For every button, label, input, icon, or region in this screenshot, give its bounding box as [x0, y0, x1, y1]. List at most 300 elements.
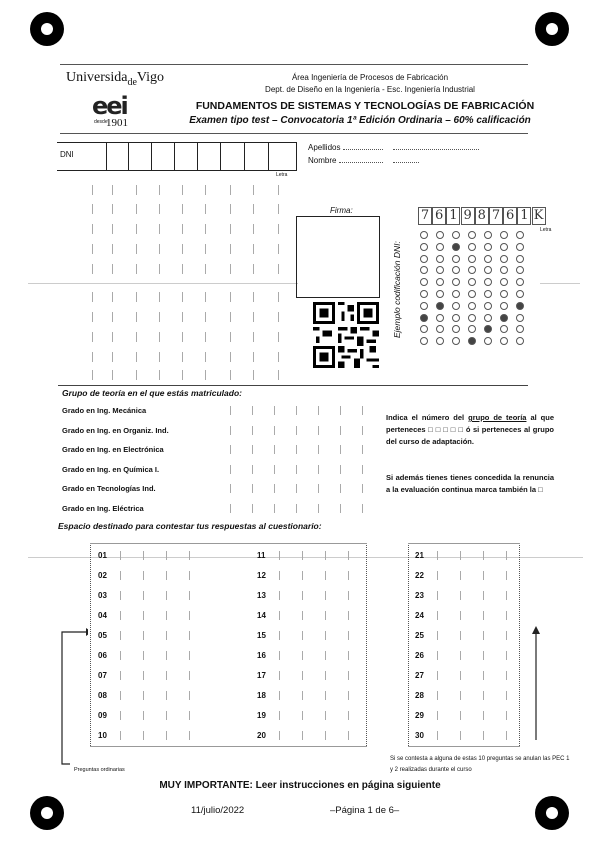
question-number: 16 [257, 651, 266, 660]
answer-bubble-slot[interactable] [348, 571, 349, 580]
answer-bubble-slot[interactable] [143, 651, 144, 660]
answer-bubble-slot[interactable] [437, 671, 438, 680]
answer-bubble-slot[interactable] [120, 711, 121, 720]
answer-bubble-slot[interactable] [166, 671, 167, 680]
answer-bubble-slot[interactable] [120, 651, 121, 660]
answer-bubble-slot[interactable] [483, 591, 484, 600]
grupo-bubble-slot[interactable] [340, 465, 341, 474]
dni-bubble-slot[interactable] [205, 185, 206, 195]
dni-bubble-slot[interactable] [278, 292, 279, 302]
question-number: 02 [98, 571, 107, 580]
dni-bubble-slot[interactable] [278, 352, 279, 362]
dni-bubble-slot[interactable] [136, 312, 137, 322]
dni-bubble-slot[interactable] [182, 185, 183, 195]
answer-bubble-slot[interactable] [325, 551, 326, 560]
dni-bubble-slot[interactable] [205, 332, 206, 342]
grupo-bubble-slot[interactable] [230, 406, 231, 415]
answer-bubble-slot[interactable] [120, 611, 121, 620]
dni-bubble-slot[interactable] [230, 332, 231, 342]
dni-bubble-slot[interactable] [230, 370, 231, 380]
example-bubble [468, 314, 476, 322]
nombre-label[interactable]: Nombre [308, 156, 419, 165]
example-digit-box: 1 [446, 207, 460, 225]
grupo-bubble-slot[interactable] [230, 504, 231, 513]
grupo-bubble-slot[interactable] [230, 445, 231, 454]
answer-bubble-slot[interactable] [302, 571, 303, 580]
dni-bubble-slot[interactable] [182, 332, 183, 342]
answer-bubble-slot[interactable] [325, 691, 326, 700]
answer-bubble-slot[interactable] [166, 651, 167, 660]
answer-bubble-slot[interactable] [143, 671, 144, 680]
example-bubble [484, 337, 492, 345]
dni-bubble-slot[interactable] [278, 244, 279, 254]
dni-bubble-slot[interactable] [136, 292, 137, 302]
dni-bubble-slot[interactable] [278, 185, 279, 195]
answer-bubble-slot[interactable] [506, 611, 507, 620]
answer-bubble-slot[interactable] [279, 631, 280, 640]
answer-bubble-slot[interactable] [279, 611, 280, 620]
grupo-bubble-slot[interactable] [318, 484, 319, 493]
example-bubble [500, 243, 508, 251]
answer-bubble-slot[interactable] [506, 671, 507, 680]
example-bubble [452, 231, 460, 239]
dni-bubble-slot[interactable] [159, 204, 160, 214]
question-number: 20 [257, 731, 266, 740]
dni-bubble-slot[interactable] [182, 204, 183, 214]
grupo-bubble-slot[interactable] [340, 406, 341, 415]
dni-bubble-slot[interactable] [112, 352, 113, 362]
answer-bubble-slot[interactable] [166, 711, 167, 720]
dni-bubble-slot[interactable] [92, 352, 93, 362]
grupo-bubble-slot[interactable] [318, 445, 319, 454]
dni-bubble-slot[interactable] [159, 264, 160, 274]
answer-bubble-slot[interactable] [437, 651, 438, 660]
answer-bubble-slot[interactable] [189, 551, 190, 560]
grupo-bubble-slot[interactable] [318, 426, 319, 435]
answer-bubble-slot[interactable] [189, 631, 190, 640]
dni-bubble-slot[interactable] [92, 244, 93, 254]
grupo-bubble-slot[interactable] [362, 426, 363, 435]
answer-bubble-slot[interactable] [189, 591, 190, 600]
dni-bubble-slot[interactable] [205, 370, 206, 380]
dni-bubble-slot[interactable] [159, 185, 160, 195]
answer-bubble-slot[interactable] [483, 731, 484, 740]
dni-bubble-slot[interactable] [136, 370, 137, 380]
dni-bubble-slot[interactable] [136, 352, 137, 362]
dni-bubble-slot[interactable] [230, 224, 231, 234]
answer-bubble-slot[interactable] [279, 711, 280, 720]
grupo-bubble-slot[interactable] [296, 445, 297, 454]
answer-bubble-slot[interactable] [437, 551, 438, 560]
question-number: 10 [98, 731, 107, 740]
grupo-bubble-slot[interactable] [340, 426, 341, 435]
dni-bubble-slot[interactable] [136, 244, 137, 254]
dni-bubble-slot[interactable] [92, 204, 93, 214]
answer-bubble-slot[interactable] [166, 631, 167, 640]
answer-bubble-slot[interactable] [325, 631, 326, 640]
dni-bubble-slot[interactable] [159, 292, 160, 302]
grupo-bubble-slot[interactable] [252, 445, 253, 454]
question-number: 29 [415, 711, 424, 720]
answer-bubble-slot[interactable] [189, 571, 190, 580]
grupo-bubble-slot[interactable] [340, 445, 341, 454]
dni-bubble-slot[interactable] [205, 292, 206, 302]
grupo-bubble-slot[interactable] [252, 465, 253, 474]
dni-bubble-slot[interactable] [136, 264, 137, 274]
dni-bubble-slot[interactable] [205, 312, 206, 322]
answer-bubble-slot[interactable] [166, 571, 167, 580]
grupo-bubble-slot[interactable] [252, 484, 253, 493]
dni-bubble-slot[interactable] [230, 264, 231, 274]
example-bubble [452, 243, 460, 251]
dni-bubble-slot[interactable] [230, 244, 231, 254]
grupo-bubble-slot[interactable] [274, 406, 275, 415]
answer-bubble-slot[interactable] [348, 591, 349, 600]
answer-bubble-slot[interactable] [143, 551, 144, 560]
answer-bubble-slot[interactable] [120, 571, 121, 580]
example-bubble [436, 314, 444, 322]
dni-bubble-slot[interactable] [253, 370, 254, 380]
registration-mark-bottom-right [535, 796, 569, 830]
dni-bubble-slot[interactable] [230, 312, 231, 322]
grupo-bubble-slot[interactable] [296, 504, 297, 513]
answer-bubble-slot[interactable] [437, 711, 438, 720]
answer-bubble-slot[interactable] [302, 671, 303, 680]
answer-bubble-slot[interactable] [325, 651, 326, 660]
answer-bubble-slot[interactable] [279, 591, 280, 600]
dni-bubble-slot[interactable] [278, 312, 279, 322]
dni-bubble-slot[interactable] [182, 312, 183, 322]
example-bubble [516, 255, 524, 263]
dni-bubble-slot[interactable] [205, 352, 206, 362]
dni-bubble-slot[interactable] [92, 292, 93, 302]
example-bubble [452, 278, 460, 286]
grupo-bubble-slot[interactable] [252, 406, 253, 415]
answer-bubble-slot[interactable] [460, 671, 461, 680]
answer-bubble-slot[interactable] [279, 571, 280, 580]
answer-bubble-slot[interactable] [189, 651, 190, 660]
answer-bubble-slot[interactable] [437, 731, 438, 740]
dni-bubble-slot[interactable] [159, 244, 160, 254]
answer-bubble-slot[interactable] [325, 591, 326, 600]
answer-bubble-slot[interactable] [460, 651, 461, 660]
example-bubble [500, 302, 508, 310]
answer-bubble-slot[interactable] [279, 671, 280, 680]
answer-bubble-slot[interactable] [437, 571, 438, 580]
dni-bubble-slot[interactable] [253, 292, 254, 302]
answer-bubble-slot[interactable] [279, 551, 280, 560]
registration-mark-top-right [535, 12, 569, 46]
answer-bubble-slot[interactable] [460, 571, 461, 580]
grupo-bubble-slot[interactable] [296, 406, 297, 415]
dni-bubble-slot[interactable] [182, 264, 183, 274]
dni-bubble-slot[interactable] [253, 224, 254, 234]
question-number: 26 [415, 651, 424, 660]
question-number: 25 [415, 631, 424, 640]
grupo-bubble-slot[interactable] [230, 484, 231, 493]
answer-bubble-slot[interactable] [506, 731, 507, 740]
dni-bubble-slot[interactable] [92, 370, 93, 380]
grupo-bubble-slot[interactable] [362, 445, 363, 454]
dni-bubble-slot[interactable] [92, 312, 93, 322]
grupo-bubble-slot[interactable] [296, 426, 297, 435]
dni-bubble-slot[interactable] [278, 224, 279, 234]
answer-bubble-slot[interactable] [302, 691, 303, 700]
answer-bubble-slot[interactable] [143, 731, 144, 740]
answer-bubble-slot[interactable] [348, 611, 349, 620]
dni-bubble-slot[interactable] [112, 264, 113, 274]
example-letra-label: Letra [540, 227, 552, 233]
answer-bubble-slot[interactable] [506, 551, 507, 560]
answer-bubble-slot[interactable] [348, 651, 349, 660]
grupo-bubble-slot[interactable] [274, 484, 275, 493]
question-number: 15 [257, 631, 266, 640]
answer-bubble-slot[interactable] [166, 691, 167, 700]
answer-bubble-slot[interactable] [325, 731, 326, 740]
answer-bubble-slot[interactable] [120, 631, 121, 640]
answer-bubble-slot[interactable] [166, 551, 167, 560]
dni-bubble-slot[interactable] [112, 312, 113, 322]
answer-bubble-slot[interactable] [143, 631, 144, 640]
answer-bubble-slot[interactable] [483, 611, 484, 620]
answer-bubble-slot[interactable] [302, 551, 303, 560]
answer-bubble-slot[interactable] [483, 651, 484, 660]
grupo-bubble-slot[interactable] [230, 465, 231, 474]
dni-bubble-slot[interactable] [136, 224, 137, 234]
answer-bubble-slot[interactable] [302, 651, 303, 660]
dni-bubble-slot[interactable] [205, 204, 206, 214]
answer-bubble-slot[interactable] [437, 691, 438, 700]
example-bubble [420, 278, 428, 286]
grupo-bubble-slot[interactable] [362, 465, 363, 474]
example-bubble [468, 325, 476, 333]
grupo-bubble-slot[interactable] [296, 465, 297, 474]
answer-bubble-slot[interactable] [279, 691, 280, 700]
answer-bubble-slot[interactable] [143, 611, 144, 620]
dni-bubble-slot[interactable] [92, 264, 93, 274]
question-number: 28 [415, 691, 424, 700]
dni-bubble-slot[interactable] [253, 244, 254, 254]
answer-bubble-slot[interactable] [143, 691, 144, 700]
example-bubble [436, 290, 444, 298]
answer-bubble-slot[interactable] [348, 711, 349, 720]
dni-bubble-slot[interactable] [253, 332, 254, 342]
dni-bubble-slot[interactable] [159, 370, 160, 380]
answer-bubble-slot[interactable] [460, 691, 461, 700]
dni-bubble-slot[interactable] [136, 185, 137, 195]
dni-bubble-slot[interactable] [92, 224, 93, 234]
answer-bubble-slot[interactable] [166, 591, 167, 600]
answer-bubble-slot[interactable] [189, 671, 190, 680]
example-bubble [436, 337, 444, 345]
answer-bubble-slot[interactable] [437, 611, 438, 620]
answer-bubble-slot[interactable] [460, 711, 461, 720]
dni-bubble-slot[interactable] [112, 204, 113, 214]
grupo-bubble-slot[interactable] [362, 484, 363, 493]
dni-bubble-slot[interactable] [159, 332, 160, 342]
example-bubble [452, 314, 460, 322]
answer-bubble-slot[interactable] [143, 571, 144, 580]
question-number: 04 [98, 611, 107, 620]
dni-bubble-slot[interactable] [278, 332, 279, 342]
dni-bubble-slot[interactable] [205, 244, 206, 254]
answer-bubble-slot[interactable] [166, 731, 167, 740]
dni-bubble-slot[interactable] [112, 332, 113, 342]
dni-bubble-slot[interactable] [253, 204, 254, 214]
dni-bubble-slot[interactable] [112, 292, 113, 302]
answer-bubble-slot[interactable] [302, 711, 303, 720]
dni-bubble-slot[interactable] [230, 352, 231, 362]
question-number: 30 [415, 731, 424, 740]
answer-bubble-slot[interactable] [460, 551, 461, 560]
example-bubble [420, 290, 428, 298]
answer-bubble-slot[interactable] [302, 731, 303, 740]
dni-bubble-slot[interactable] [159, 352, 160, 362]
answer-bubble-slot[interactable] [189, 611, 190, 620]
answer-bubble-slot[interactable] [506, 591, 507, 600]
answer-bubble-slot[interactable] [506, 571, 507, 580]
answer-bubble-slot[interactable] [506, 691, 507, 700]
answer-bubble-slot[interactable] [348, 631, 349, 640]
dni-bubble-slot[interactable] [253, 352, 254, 362]
dni-bubble-slot[interactable] [159, 312, 160, 322]
grupo-bubble-slot[interactable] [252, 426, 253, 435]
grupo-bubble-slot[interactable] [362, 504, 363, 513]
grupo-bubble-slot[interactable] [340, 484, 341, 493]
answer-bubble-slot[interactable] [483, 711, 484, 720]
answer-bubble-slot[interactable] [120, 591, 121, 600]
dni-grid [57, 142, 297, 171]
example-bubble [420, 337, 428, 345]
dni-bubble-slot[interactable] [136, 204, 137, 214]
dni-bubble-slot[interactable] [92, 185, 93, 195]
example-bubble [436, 255, 444, 263]
answer-bubble-slot[interactable] [483, 551, 484, 560]
answer-bubble-slot[interactable] [348, 731, 349, 740]
dni-bubble-slot[interactable] [253, 264, 254, 274]
dni-bubble-slot[interactable] [253, 312, 254, 322]
answer-bubble-slot[interactable] [302, 631, 303, 640]
answer-bubble-slot[interactable] [120, 731, 121, 740]
dni-bubble-slot[interactable] [182, 352, 183, 362]
answer-bubble-slot[interactable] [189, 691, 190, 700]
answer-bubble-slot[interactable] [460, 731, 461, 740]
dni-bubble-slot[interactable] [159, 224, 160, 234]
apellidos-label[interactable]: Apellidos [308, 143, 479, 152]
dni-bubble-slot[interactable] [230, 292, 231, 302]
dni-bubble-slot[interactable] [182, 370, 183, 380]
answer-bubble-slot[interactable] [460, 591, 461, 600]
footer-page: –Página 1 de 6– [330, 805, 400, 816]
dni-bubble-slot[interactable] [112, 185, 113, 195]
answer-bubble-slot[interactable] [506, 651, 507, 660]
answer-bubble-slot[interactable] [189, 711, 190, 720]
dni-bubble-slot[interactable] [112, 224, 113, 234]
answer-bubble-slot[interactable] [325, 671, 326, 680]
answer-bubble-slot[interactable] [460, 631, 461, 640]
dni-bubble-slot[interactable] [278, 204, 279, 214]
answer-bubble-slot[interactable] [348, 691, 349, 700]
grupo-title: Grupo de teoría en el que estás matriculado: [62, 388, 242, 398]
dni-bubble-slot[interactable] [230, 204, 231, 214]
answer-bubble-slot[interactable] [437, 631, 438, 640]
grupo-bubble-slot[interactable] [274, 445, 275, 454]
example-digit-box: 1 [517, 207, 531, 225]
question-number: 03 [98, 591, 107, 600]
answer-bubble-slot[interactable] [279, 731, 280, 740]
answer-bubble-slot[interactable] [120, 671, 121, 680]
dni-bubble-slot[interactable] [182, 292, 183, 302]
answer-bubble-slot[interactable] [189, 731, 190, 740]
example-codification-label: Ejemplo codificación DNI: [392, 241, 402, 338]
dni-bubble-slot[interactable] [205, 224, 206, 234]
answer-bubble-slot[interactable] [302, 611, 303, 620]
dni-bubble-slot[interactable] [182, 224, 183, 234]
dni-bubble-slot[interactable] [136, 332, 137, 342]
example-bubble [452, 337, 460, 345]
signature-box[interactable] [296, 216, 380, 298]
answer-bubble-slot[interactable] [143, 591, 144, 600]
grupo-bubble-slot[interactable] [318, 406, 319, 415]
dni-bubble-slot[interactable] [253, 185, 254, 195]
dni-bubble-slot[interactable] [278, 370, 279, 380]
grupo-bubble-slot[interactable] [230, 426, 231, 435]
answer-bubble-slot[interactable] [483, 691, 484, 700]
example-bubble [516, 314, 524, 322]
answer-bubble-slot[interactable] [279, 651, 280, 660]
answer-bubble-slot[interactable] [483, 571, 484, 580]
answer-bubble-slot[interactable] [506, 711, 507, 720]
grupo-info-1: Indica el número del grupo de teoría al que perteneces □ □ □ □ □ ó si perteneces al grupo del curso de adaptación. [386, 413, 554, 446]
answer-bubble-slot[interactable] [120, 691, 121, 700]
answer-bubble-slot[interactable] [143, 711, 144, 720]
answer-bubble-slot[interactable] [348, 671, 349, 680]
answer-bubble-slot[interactable] [325, 611, 326, 620]
answer-bubble-slot[interactable] [483, 631, 484, 640]
dni-bubble-slot[interactable] [112, 370, 113, 380]
dni-bubble-slot[interactable] [205, 264, 206, 274]
grupo-bubble-slot[interactable] [252, 504, 253, 513]
answer-bubble-slot[interactable] [302, 591, 303, 600]
grupo-bubble-slot[interactable] [362, 406, 363, 415]
dni-bubble-slot[interactable] [112, 244, 113, 254]
answer-bubble-slot[interactable] [325, 711, 326, 720]
dni-bubble-slot[interactable] [230, 185, 231, 195]
question-number: 11 [257, 551, 266, 560]
grupo-bubble-slot[interactable] [340, 504, 341, 513]
grupo-bubble-slot[interactable] [318, 504, 319, 513]
dni-bubble-slot[interactable] [92, 332, 93, 342]
answer-bubble-slot[interactable] [506, 631, 507, 640]
answer-bubble-slot[interactable] [325, 571, 326, 580]
answer-bubble-slot[interactable] [120, 551, 121, 560]
letra-label: Letra [276, 172, 288, 178]
dni-bubble-slot[interactable] [182, 244, 183, 254]
answer-bubble-slot[interactable] [348, 551, 349, 560]
answer-bubble-slot[interactable] [483, 671, 484, 680]
answer-bubble-slot[interactable] [460, 611, 461, 620]
answer-bubble-slot[interactable] [166, 611, 167, 620]
example-bubble [436, 278, 444, 286]
grupo-bubble-slot[interactable] [296, 484, 297, 493]
dni-bubble-slot[interactable] [278, 264, 279, 274]
grupo-bubble-slot[interactable] [274, 504, 275, 513]
grupo-bubble-slot[interactable] [274, 426, 275, 435]
grupo-bubble-slot[interactable] [274, 465, 275, 474]
grupo-bubble-slot[interactable] [318, 465, 319, 474]
question-number: 22 [415, 571, 424, 580]
answer-bubble-slot[interactable] [437, 591, 438, 600]
